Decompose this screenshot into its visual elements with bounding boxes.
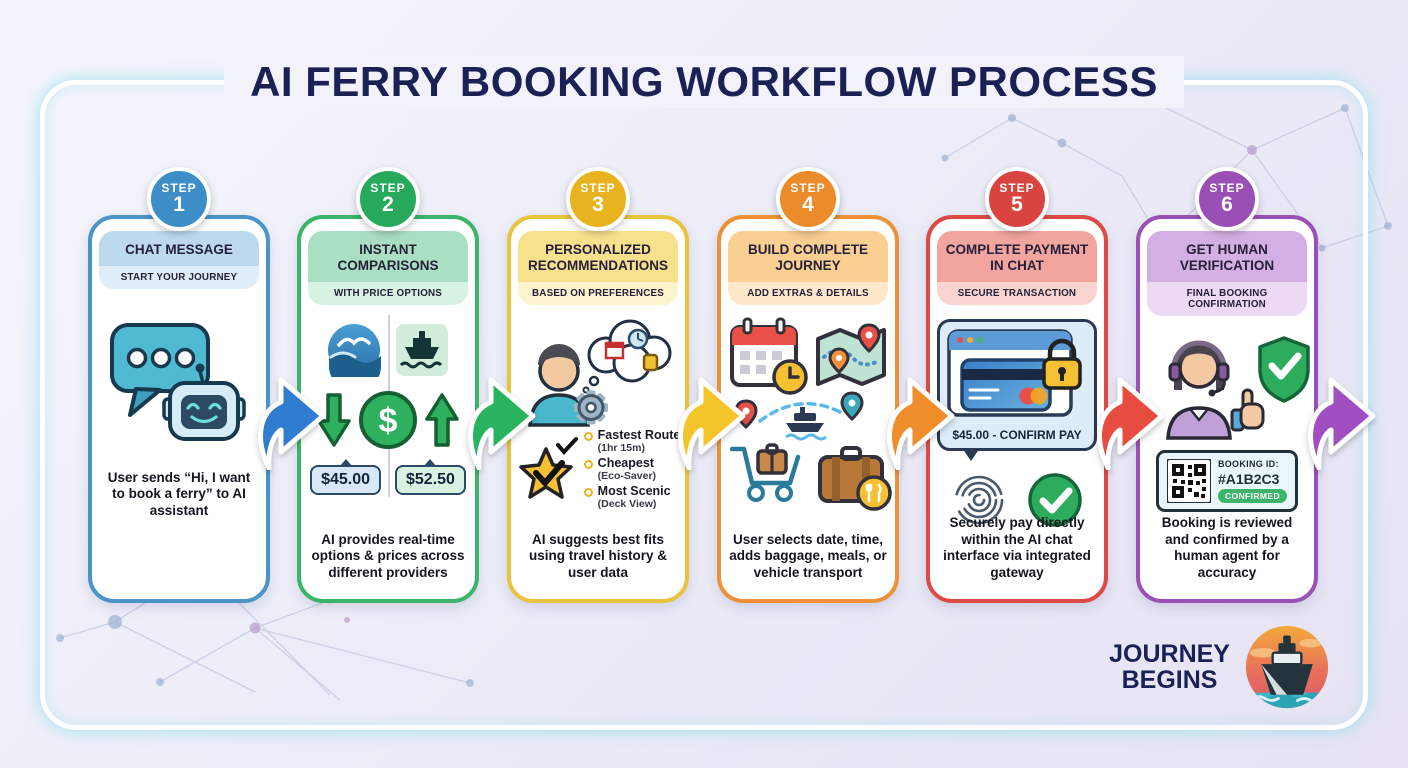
booking-id-value: #A1B2C3 <box>1217 470 1280 487</box>
flow-arrow-1 <box>250 366 332 470</box>
list-item: Cheapest (Eco-Saver) <box>584 457 681 482</box>
recommendation-list <box>584 429 681 510</box>
ferry-icon <box>786 407 824 432</box>
step-3-title: PERSONALIZED RECOMMENDATIONS <box>518 231 678 282</box>
step-4-header <box>728 231 888 305</box>
step-4-title: BUILD COMPLETE JOURNEY <box>728 231 888 282</box>
flow-arrow-2 <box>460 366 542 470</box>
step-5-header <box>937 231 1097 305</box>
list-item: Fastest Route (1hr 15m) <box>584 429 681 454</box>
bullet-icon <box>584 460 593 469</box>
step-4-subtitle: ADD EXTRAS & DETAILS <box>728 282 888 305</box>
booking-id-label: BOOKING ID: <box>1217 458 1279 469</box>
step-3-badge: STEP 3 <box>566 167 630 231</box>
dollar-icon <box>357 389 419 451</box>
step-card-1 <box>88 181 270 603</box>
step-1-description: User sends “Hi, I want to book a ferry” to AI assistant <box>107 469 251 518</box>
payment-chat-bubble <box>937 319 1097 451</box>
map-icon <box>818 325 884 384</box>
step-5-title: COMPLETE PAYMENT IN CHAT <box>937 231 1097 282</box>
flow-arrow-4 <box>879 366 961 470</box>
route-icon <box>736 393 862 439</box>
step-3-header <box>518 231 678 305</box>
payment-window-icon <box>946 328 1088 420</box>
step-4-description: User selects date, time, adds baggage, meals, or vehicle transport <box>729 531 887 580</box>
svg-text:$: $ <box>378 401 398 440</box>
journey-begins-footer <box>1109 624 1330 710</box>
step-6-description: Booking is reviewed and confirmed by a human agent for accuracy <box>1161 515 1293 580</box>
step-5-description: Securely pay directly within the AI chat interface via integrated gateway <box>943 515 1091 580</box>
step-6-header <box>1147 231 1307 316</box>
journey-line2: BEGINS <box>1121 666 1218 694</box>
qr-code-icon <box>1167 459 1211 503</box>
step-3-description: AI suggests best fits using travel history & user data <box>528 531 668 580</box>
step-4-badge: STEP 4 <box>776 167 840 231</box>
step-1-subtitle: START YOUR JOURNEY <box>99 266 259 289</box>
step-2-subtitle: WITH PRICE OPTIONS <box>308 282 468 305</box>
ferry-sunset-logo <box>1244 624 1330 710</box>
step-1-header <box>99 231 259 289</box>
step-2-description: AI provides real-time options & prices across different providers <box>311 531 465 580</box>
bullet-icon <box>584 488 593 497</box>
gear-icon <box>574 390 608 424</box>
flow-arrow-5 <box>1089 366 1171 470</box>
seagull-provider-logo-icon <box>327 323 381 377</box>
bullet-icon <box>584 432 593 441</box>
thumbs-up-icon <box>1232 390 1263 430</box>
confirm-pay-label: $45.00 - CONFIRM PAY <box>952 427 1082 442</box>
journey-line1: JOURNEY <box>1109 640 1230 668</box>
page-title: AI FERRY BOOKING WORKFLOW PROCESS <box>0 56 1408 108</box>
price-tag-low: $45.00 <box>310 465 381 495</box>
step-6-subtitle: FINAL BOOKING CONFIRMATION <box>1147 282 1307 316</box>
booking-ticket <box>1156 450 1298 512</box>
flow-arrow-3 <box>670 366 752 470</box>
step-2-badge: STEP 2 <box>356 167 420 231</box>
step-5-subtitle: SECURE TRANSACTION <box>937 282 1097 305</box>
step-1-title: CHAT MESSAGE <box>99 231 259 266</box>
step-2-header <box>308 231 468 305</box>
flow-arrow-6 <box>1300 366 1382 470</box>
ferry-provider-logo-icon <box>395 323 449 377</box>
step-1-badge: STEP 1 <box>147 167 211 231</box>
step-2-title: INSTANT COMPARISONS <box>308 231 468 282</box>
step-5-badge: STEP 5 <box>985 167 1049 231</box>
step-6-title: GET HUMAN VERIFICATION <box>1147 231 1307 282</box>
confirmed-badge: CONFIRMED <box>1218 489 1287 503</box>
step-3-subtitle: BASED ON PREFERENCES <box>518 282 678 305</box>
price-tag-high: $52.50 <box>395 465 466 495</box>
step-6-badge: STEP 6 <box>1195 167 1259 231</box>
chat-robot-icon <box>104 311 254 445</box>
price-up-arrow-icon <box>425 391 459 449</box>
list-item: Most Scenic (Deck View) <box>584 485 681 510</box>
